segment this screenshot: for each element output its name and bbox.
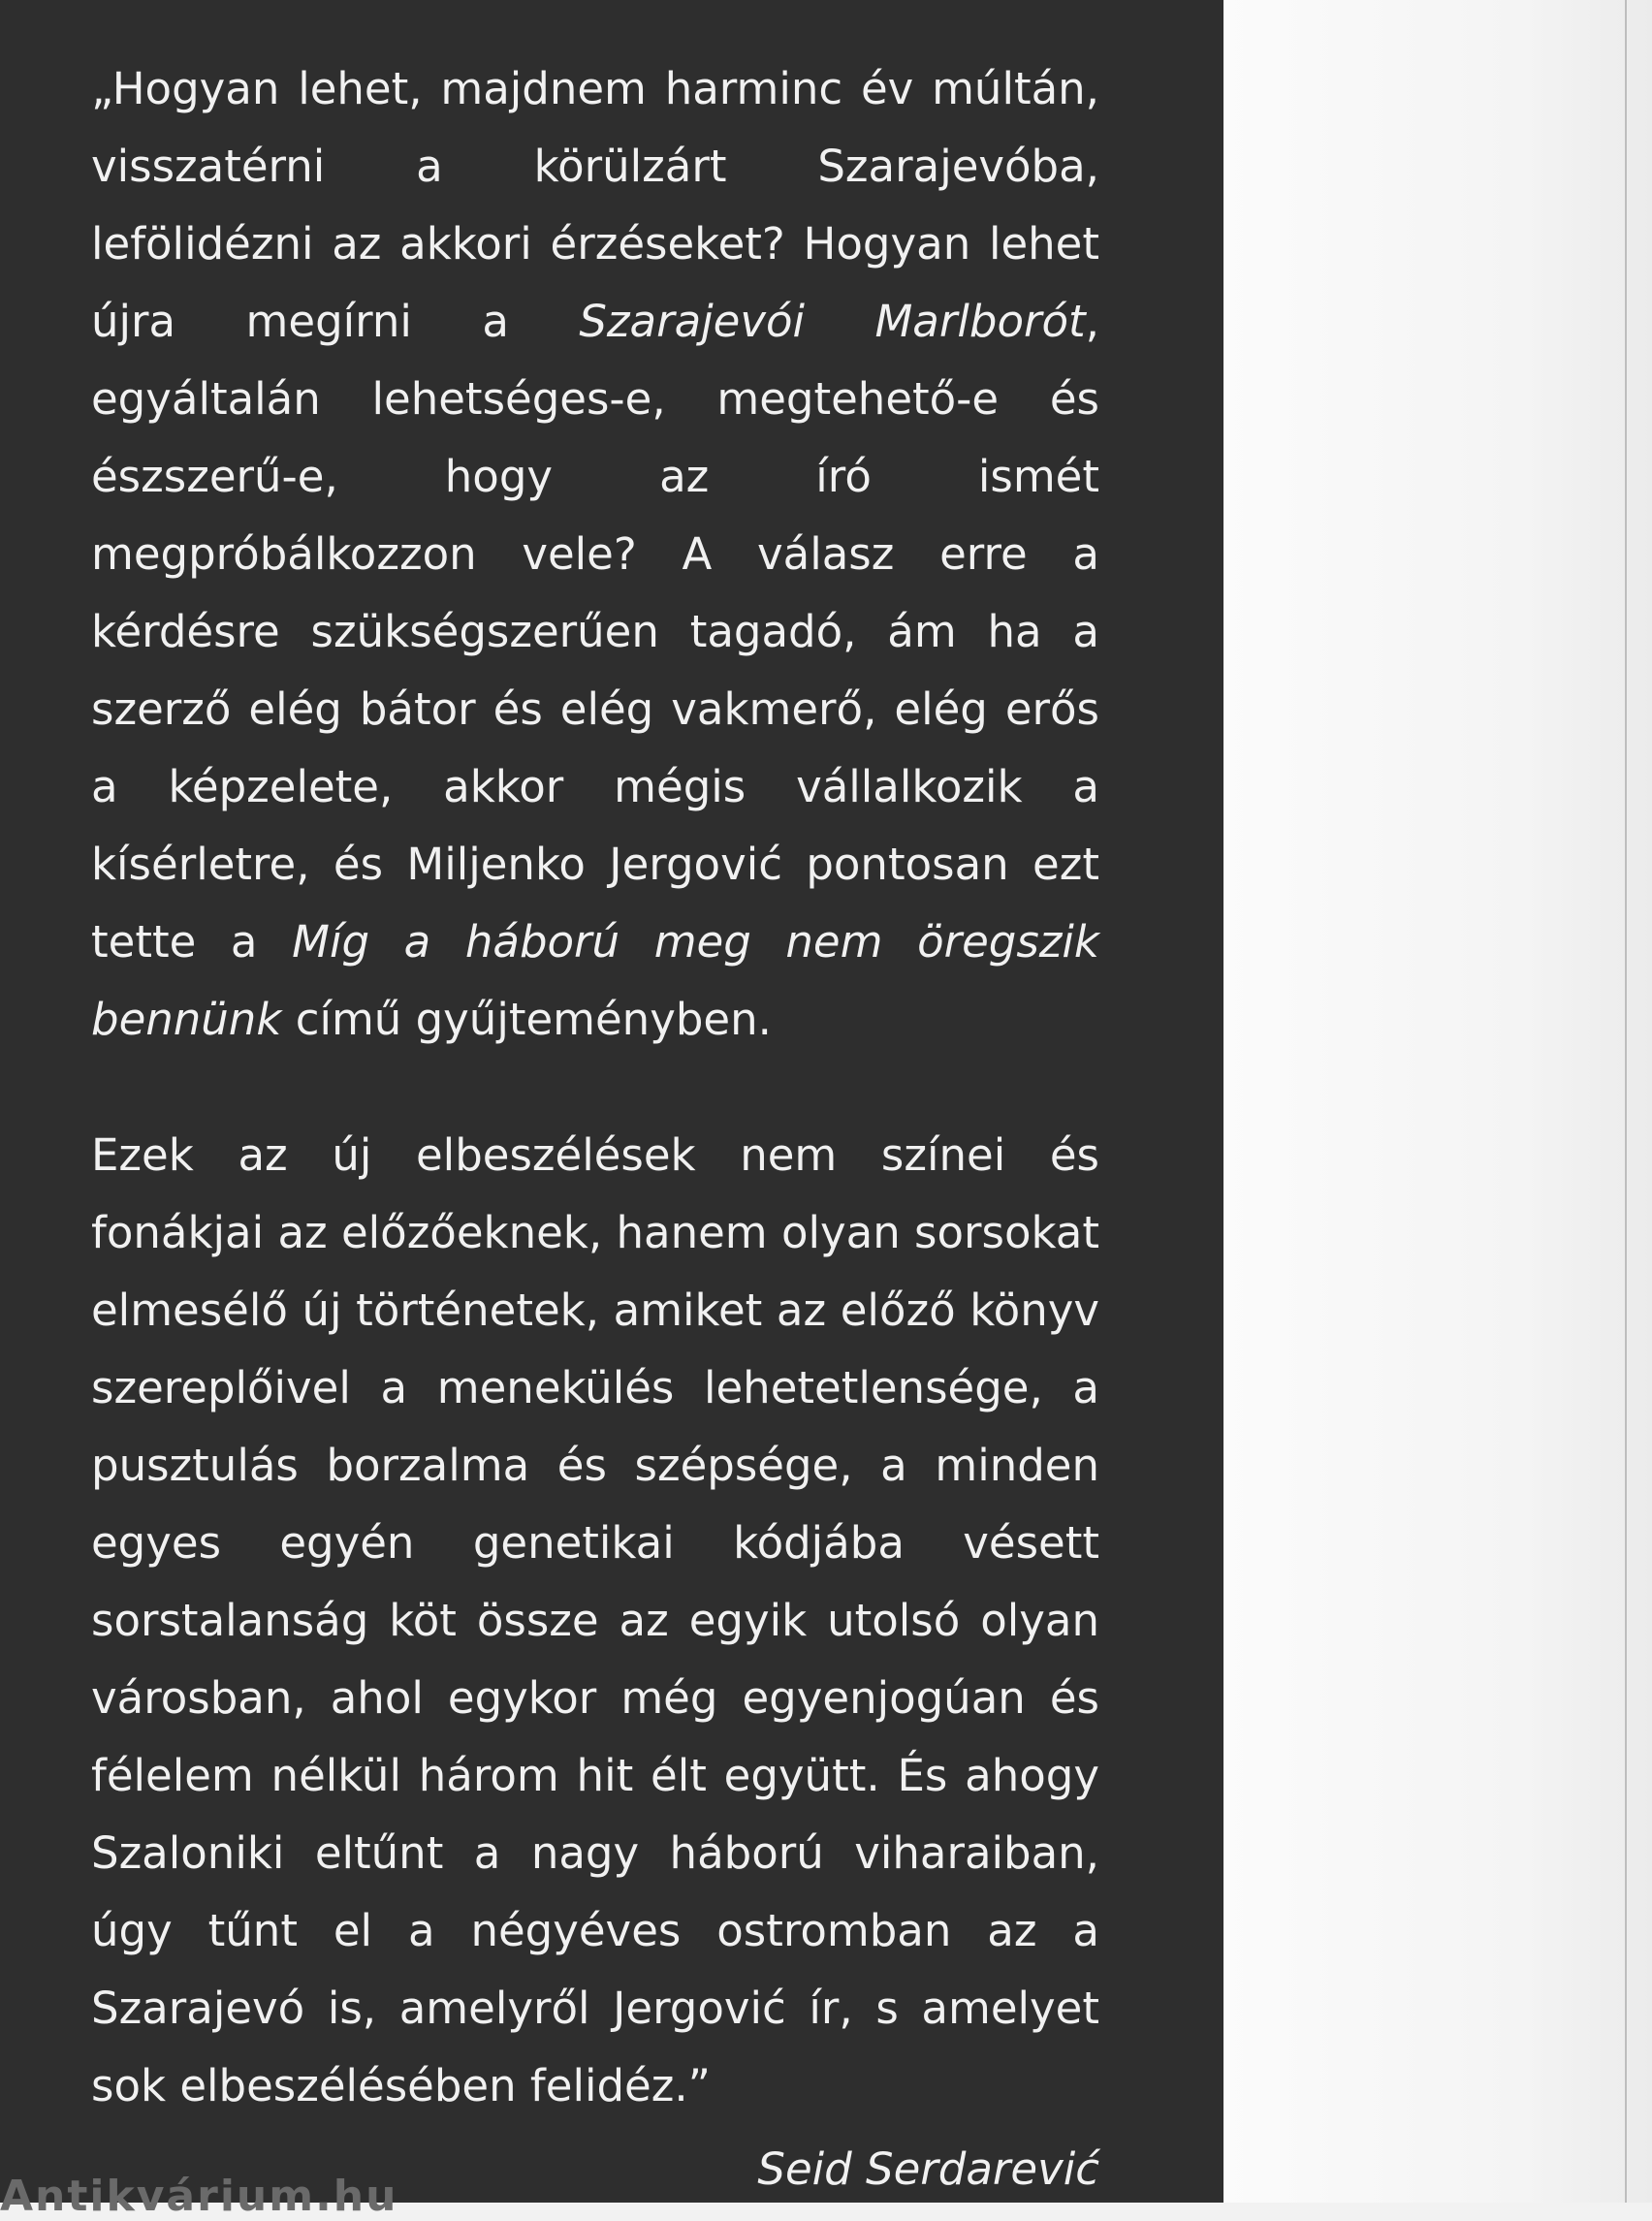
blurb-text: „Hogyan lehet, majdnem harminc év múltán, visszatérni a körülzárt Szarajevóba, lefölidézni az akkori érzéseket? Hogyan lehet újra megírni a bbox=[91, 63, 1099, 347]
blurb-text: , egyáltalán lehetséges-e, megtehető-e és észszerű-e, hogy az író ismét megpróbálkozzon vele? A válasz erre a kérdésre szükségszerűen tagadó, ám ha a szerző elég bátor és elég vakmerő, elég erős a képzelete, akkor mégis vállalkozik a kísérletre, és Miljenko Jergović pontosan ezt tette a bbox=[91, 296, 1099, 968]
blurb-paragraph-2 bbox=[91, 1117, 1099, 2125]
blurb-paragraph-1 bbox=[91, 50, 1099, 1059]
book-title-italic: Szarajevói Marlborót bbox=[579, 296, 1086, 347]
watermark: Antikvárium.hu bbox=[0, 2172, 398, 2221]
book-title-italic: Míg a háború meg nem öregszik bennünk bbox=[91, 916, 1099, 1045]
author-signature: Seid Serdarević bbox=[757, 2143, 1099, 2195]
page-edge bbox=[1223, 0, 1652, 2203]
blurb-text: Ezek az új elbeszélések nem színei és fonákjai az előzőeknek, hanem olyan sorsokat elmesélő új történetek, amiket az előző könyv szereplőivel a menekülés lehetetlensége, a pusztulás borzalma és szépsége, a minden egyes egyén genetikai kódjába vésett sorstalanság köt össze az egyik utolsó olyan városban, ahol egykor még egyenjogúan és félelem nélkül három hit élt együtt. És ahogy Szaloniki eltűnt a nagy háború viharaiban, úgy tűnt el a négyéves ostromban az a Szarajevó is, amelyről Jergović ír, s amelyet sok elbeszélésében felidéz.” bbox=[91, 1129, 1099, 2111]
blurb-text: című gyűjteményben. bbox=[281, 994, 772, 1045]
page-fold-line bbox=[1625, 0, 1627, 2203]
